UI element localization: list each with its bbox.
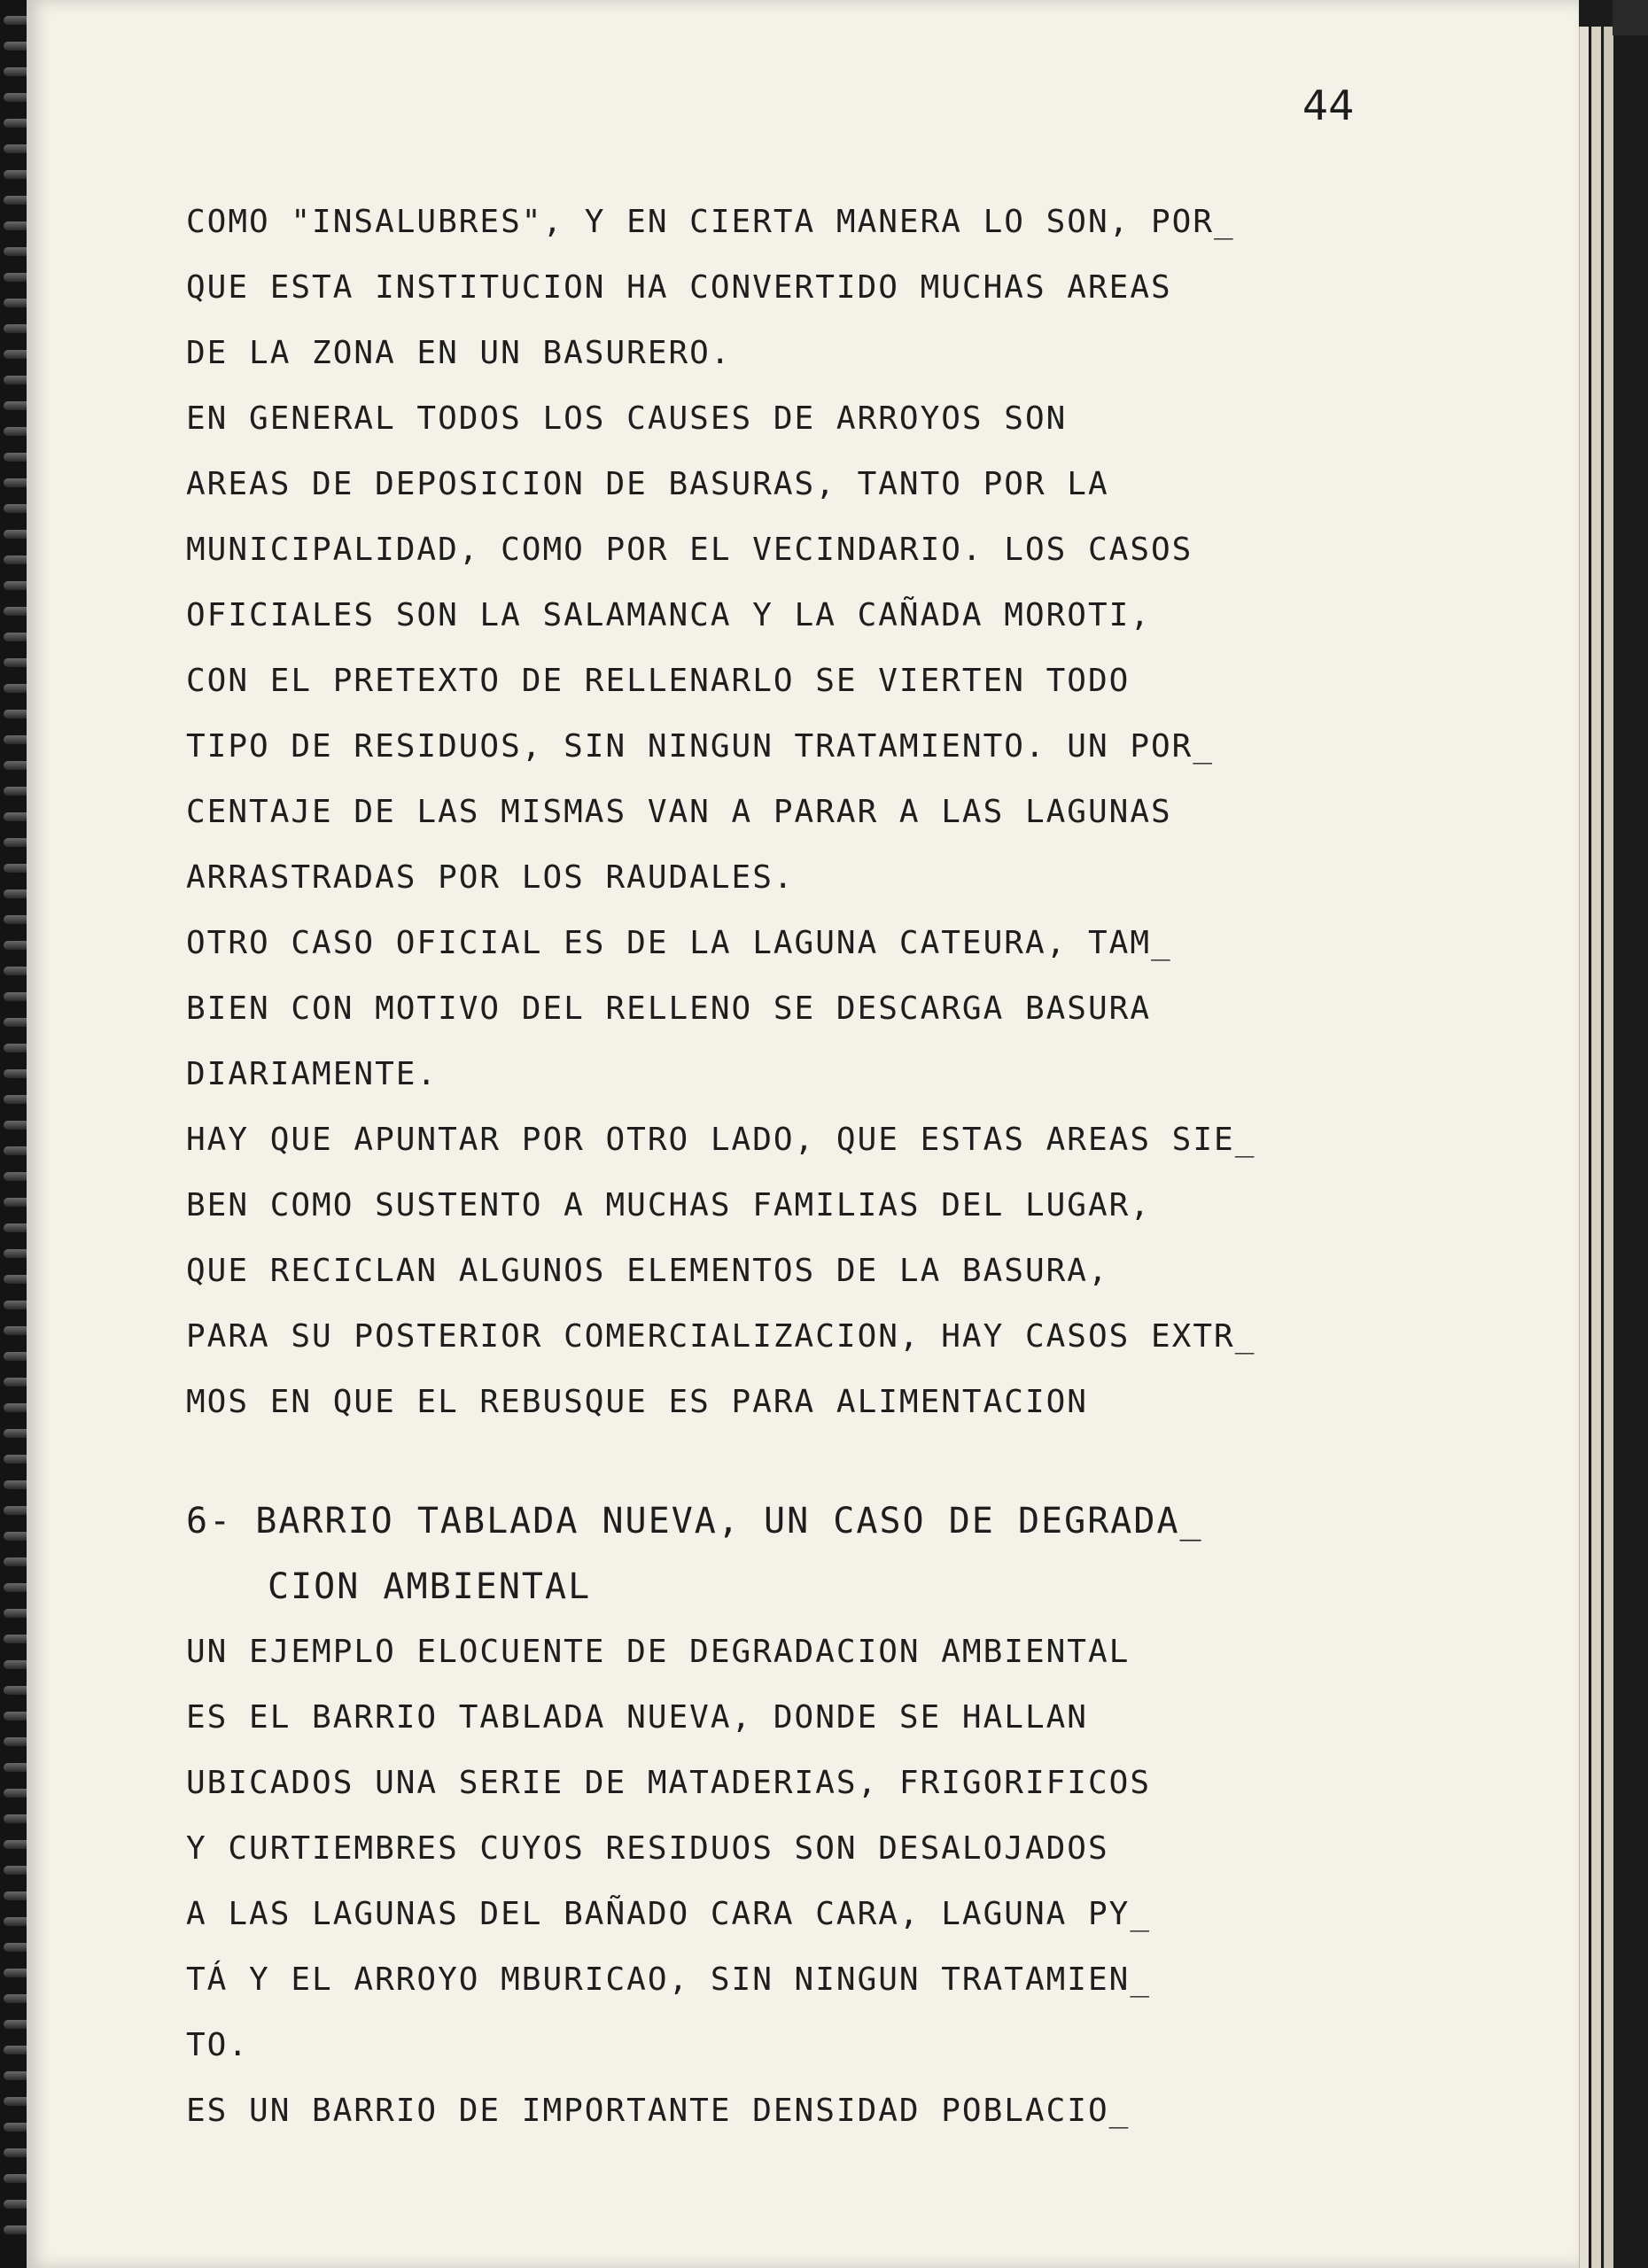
text-line: DIARIAMENTE. [186, 1056, 439, 1092]
text-line: EN GENERAL TODOS LOS CAUSES DE ARROYOS SON [186, 400, 1068, 437]
section-paragraph-2 [186, 2078, 1568, 2144]
text-line: TÁ Y EL ARROYO MBURICAO, SIN NINGUN TRATAMIEN_ [186, 1961, 1151, 1998]
section-paragraph-1 [186, 1619, 1568, 2078]
text-line: TO. [186, 2027, 250, 2063]
text-line: OFICIALES SON LA SALAMANCA Y LA CAÑADA MOROTI, [186, 597, 1151, 633]
notebook-page [27, 0, 1579, 2268]
paragraph-2 [186, 386, 1568, 911]
text-line: UN EJEMPLO ELOCUENTE DE DEGRADACION AMBIENTAL [186, 1634, 1131, 1670]
text-line: Y CURTIEMBRES CUYOS RESIDUOS SON DESALOJADOS [186, 1830, 1109, 1867]
heading-line: 6- BARRIO TABLADA NUEVA, UN CASO DE DEGRADA_ [186, 1501, 1203, 1542]
text-line: BEN COMO SUSTENTO A MUCHAS FAMILIAS DEL LUGAR, [186, 1187, 1151, 1223]
text-line: OTRO CASO OFICIAL ES DE LA LAGUNA CATEURA, TAM_ [186, 925, 1172, 961]
page-edge [1604, 27, 1613, 2268]
page-number: 44 [1302, 82, 1355, 129]
page-edge [1579, 27, 1589, 2268]
background-corner [1613, 0, 1648, 35]
handwritten-text [186, 190, 1568, 2144]
text-line: COMO "INSALUBRES", Y EN CIERTA MANERA LO SON, POR_ [186, 204, 1235, 240]
text-line: A LAS LAGUNAS DEL BAÑADO CARA CARA, LAGUNA PY_ [186, 1896, 1151, 1932]
heading-line: CION AMBIENTAL [268, 1566, 592, 1607]
text-line: TIPO DE RESIDUOS, SIN NINGUN TRATAMIENTO. UN POR_ [186, 728, 1215, 765]
text-line: PARA SU POSTERIOR COMERCIALIZACION, HAY CASOS EXTR_ [186, 1318, 1256, 1355]
text-line: BIEN CON MOTIVO DEL RELLENO SE DESCARGA BASURA [186, 990, 1151, 1027]
paragraph-1 [186, 190, 1568, 386]
text-line: UBICADOS UNA SERIE DE MATADERIAS, FRIGORIFICOS [186, 1765, 1151, 1801]
text-line: HAY QUE APUNTAR POR OTRO LADO, QUE ESTAS AREAS SIE_ [186, 1122, 1256, 1158]
section-gap [186, 1435, 1568, 1488]
text-line: ARRASTRADAS POR LOS RAUDALES. [186, 859, 795, 896]
text-line: QUE ESTA INSTITUCION HA CONVERTIDO MUCHAS AREAS [186, 269, 1172, 306]
text-line: DE LA ZONA EN UN BASURERO. [186, 335, 732, 371]
paragraph-3 [186, 911, 1568, 1107]
text-line: AREAS DE DEPOSICION DE BASURAS, TANTO POR LA [186, 466, 1109, 502]
text-line: CENTAJE DE LAS MISMAS VAN A PARAR A LAS LAGUNAS [186, 794, 1172, 830]
page-edge [1591, 27, 1601, 2268]
text-line: ES UN BARRIO DE IMPORTANTE DENSIDAD POBLACIO_ [186, 2093, 1131, 2129]
text-line: CON EL PRETEXTO DE RELLENARLO SE VIERTEN TODO [186, 663, 1131, 699]
paragraph-4 [186, 1107, 1568, 1435]
text-line: MUNICIPALIDAD, COMO POR EL VECINDARIO. LOS CASOS [186, 532, 1193, 568]
text-line: QUE RECICLAN ALGUNOS ELEMENTOS DE LA BASURA, [186, 1253, 1109, 1289]
text-line: MOS EN QUE EL REBUSQUE ES PARA ALIMENTACION [186, 1384, 1088, 1420]
text-line: ES EL BARRIO TABLADA NUEVA, DONDE SE HALLAN [186, 1699, 1088, 1736]
section-heading [186, 1488, 1568, 1619]
